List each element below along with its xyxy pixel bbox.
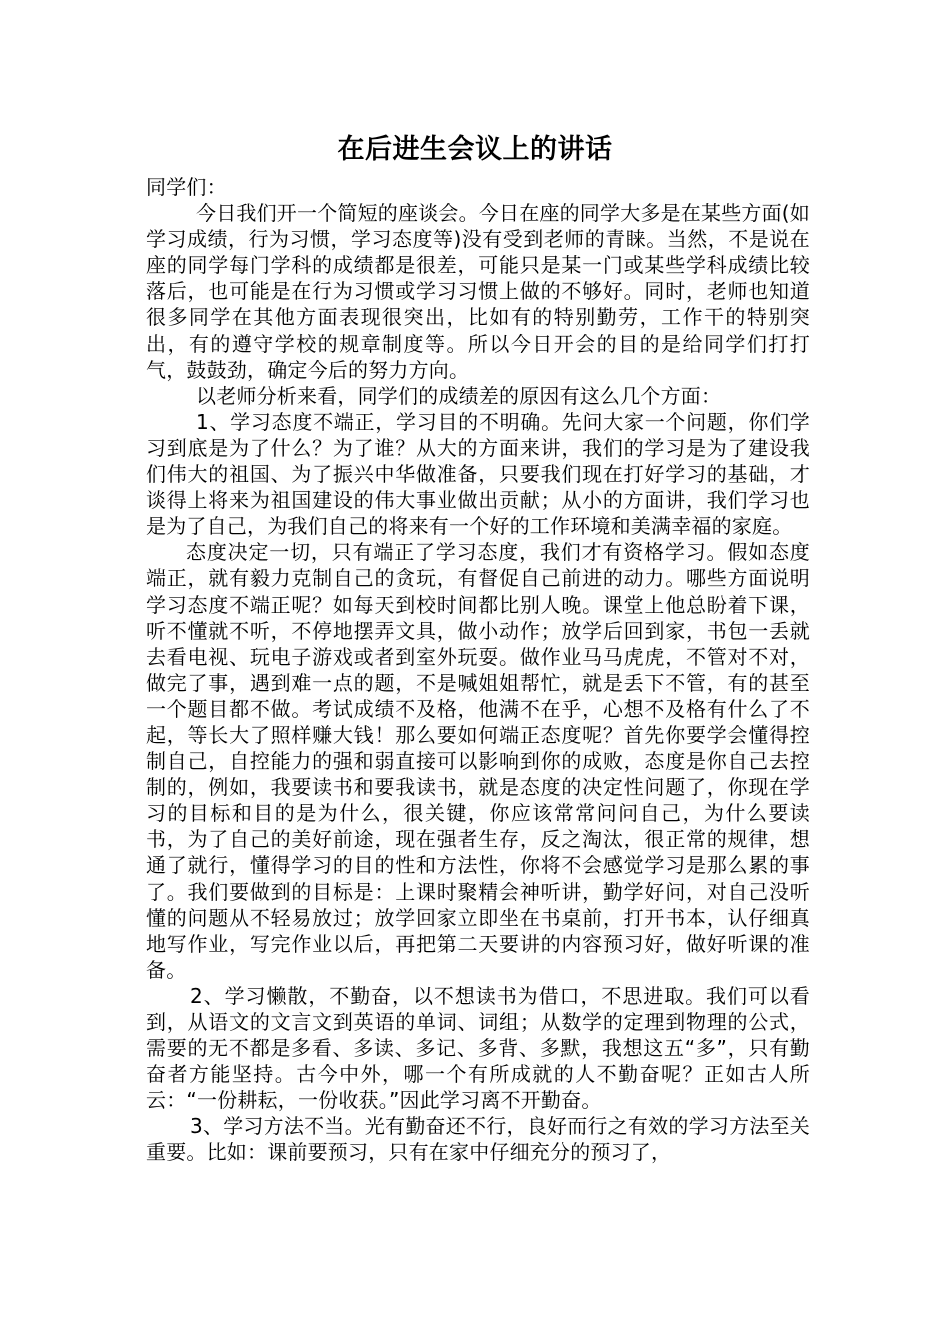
paragraph-attitude: 态度决定一切，只有端正了学习态度，我们才有资格学习。假如态度端正，就有毅力克制自己的贪玩，有督促自己前进的动力。哪些方面说明学习态度不端正呢？如每天到校时间都比别人晚。课堂上他总盼着下课，听不懂就不听，不停地摆弄文具，做小动作；放学后回到家，书包一丢就去看电视、玩电子游戏或者到室外玩耍。做作业马马虎虎，不管对不对，做完了事，遇到难一点的题，不是喊姐姐帮忙，就是丢下不管，有的甚至一个题目都不做。考试成绩不及格，他满不在乎，心想不及格有什么了不起，等长大了照样赚大钱！那么要如何端正态度呢？首先你要学会懂得控制自己，自控能力的强和弱直接可以影响到你的成败，态度是你自己去控制的，例如，我要读书和要我读书，就是态度的决定性问题了，你现在学习的目标和目的是为什么，很关键，你应该常常问问自己，为什么要读书，为了自己的美好前途，现在强者生存，反之淘汰，很正常的规律，想通了就行，懂得学习的目的性和方法性，你将不会感觉学习是那么累的事了。我们要做到的目标是：上课时聚精会神听讲，勤学好问，对自己没听懂的问题从不轻易放过；放学回家立即坐在书桌前，打开书本，认仔细真地写作业，写完作业以后，再把第二天要讲的内容预习好，做好听课的准备。 xyxy=(146,540,810,982)
paragraph-reason-1: 1、学习态度不端正，学习目的不明确。先问大家一个问题，你们学习到底是为了什么？为了谁？从大的方面来讲，我们的学习是为了建设我们伟大的祖国、为了振兴中华做准备，只要我们现在打好学习的基础，才谈得上将来为祖国建设的伟大事业做出贡献；从小的方面讲，我们学习也是为了自己，为我们自己的将来有一个好的工作环境和美满幸福的家庭。 xyxy=(146,409,810,539)
salutation: 同学们： xyxy=(146,175,227,199)
paragraph-intro: 今日我们开一个简短的座谈会。今日在座的同学大多是在某些方面(如学习成绩，行为习惯，学习态度等)没有受到老师的青睐。当然，不是说在座的同学每门学科的成绩都是很差，可能只是某一门或某些学科成绩比较落后，也可能是在行为习惯或学习习惯上做的不够好。同时，老师也知道很多同学在其他方面表现很突出，比如有的特别勤劳，工作干的特别突出，有的遵守学校的规章制度等。所以今日开会的目的是给同学们打打气，鼓鼓劲，确定今后的努力方向。 xyxy=(146,201,811,382)
paragraph-reason-3: 3、学习方法不当。光有勤奋还不行，良好而行之有效的学习方法至关重要。比如：课前要预习，只有在家中仔细充分的预习了， xyxy=(146,1114,810,1165)
paragraph-analysis-lead: 以老师分析来看，同学们的成绩差的原因有这么几个方面： xyxy=(196,383,722,408)
document-title: 在后进生会议上的讲话 xyxy=(337,134,613,165)
document-body xyxy=(146,174,810,1166)
paragraph-reason-2: 2、学习懒散，不勤奋，以不想读书为借口，不思进取。我们可以看到，从语文的文言文到英语的单词、词组；从数学的定理到物理的公式，需要的无不都是多看、多读、多记、多背、多默，我想这五“多”，只有勤奋者方能坚持。古今中外，哪一个有所成就的人不勤奋呢？正如古人所云：“一份耕耘，一份收获。”因此学习离不开勤奋。 xyxy=(146,983,810,1113)
